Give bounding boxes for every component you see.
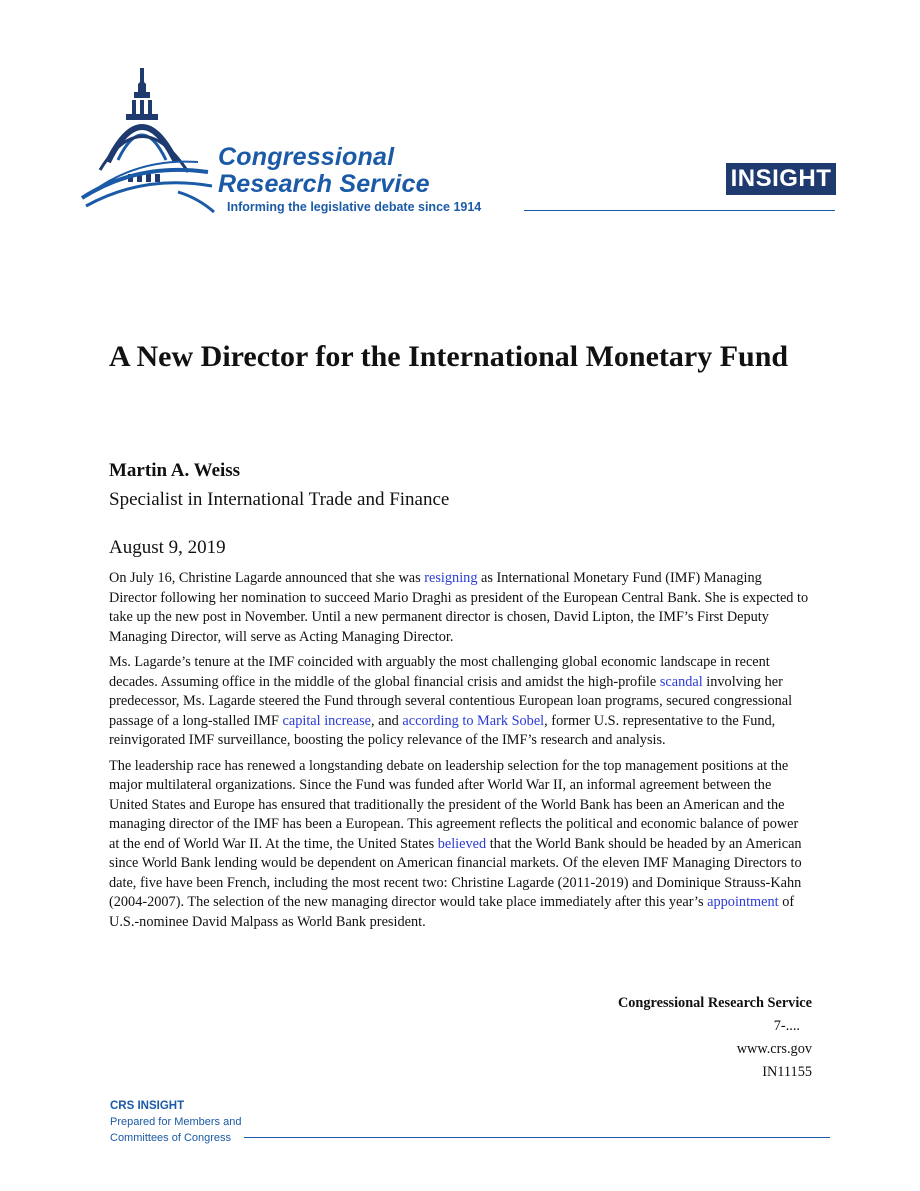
publication-date: August 9, 2019 (109, 537, 226, 558)
link-capital-increase[interactable]: capital increase (282, 712, 372, 729)
org-name (218, 144, 430, 198)
link-believed[interactable]: believed (437, 835, 487, 852)
paragraph-2: Ms. Lagarde’s tenure at the IMF coincided with arguably the most challenging global economic landscape in recent decades. Assuming office in the middle of the global financial crisis and amidst the high-profile scandal involving her predecessor, Ms. Lagarde steered the Fund through several contentious European loan programs, secured congressional passage of a long-stalled IMF capital increase, and according to Mark Sobel, former U.S. representative to the Fund, reinvigorated IMF surveillance, boosting the policy relevance of the IMF’s research and analysis. (109, 654, 793, 748)
link-appointment[interactable]: appointment (707, 894, 779, 910)
bottom-banner (110, 1098, 241, 1146)
bottom-divider (244, 1137, 830, 1138)
header-divider (524, 210, 835, 211)
link-resigning[interactable]: resigning (424, 570, 478, 586)
link-mark-sobel[interactable]: according to Mark Sobel (402, 712, 545, 729)
author-role: Specialist in International Trade and Finance (109, 489, 450, 510)
footer-info (618, 992, 812, 1084)
footer-number: 7-.... (773, 1018, 800, 1034)
document-title: A New Director for the International Monetary Fund (109, 340, 789, 373)
document-body (109, 569, 812, 938)
paragraph-3: The leadership race has renewed a longstanding debate on leadership selection for the top management positions at the major multilateral organizations. Since the Fund was funded after World War II, an informal agreement between the United States and Europe has ensured that traditionally the president of the World Bank has been an American and the managing director of the IMF has been a European. This agreement reflects the political and economic balance of power at the end of World War II. At the time, the United States believed that the World Bank should be headed by an American since World Bank lending would be dependent on American financial markets. Of the eleven IMF Managing Directors to date, five have been French, including the most recent two: Christine Lagarde (2011-2019) and Dominique Strauss-Kahn (2004-2007). The selection of the new managing director would take place immediately after this year’s appointment of U.S.-nominee David Malpass as World Bank president. (109, 757, 802, 930)
paragraph-1: On July 16, Christine Lagarde announced that she was resigning as International Monetary Fund (IMF) Managing Director following her nomination to succeed Mario Draghi as president of the European Central Bank. She is expected to take up the new post in November. Until a new permanent director is chosen, David Lipton, the IMF’s First Deputy Managing Director, will serve as Acting Managing Director. (109, 570, 809, 645)
link-scandal[interactable]: scandal (659, 673, 703, 690)
bottom-line2: Committees of Congress (110, 1132, 232, 1144)
capitol-dome-icon (78, 62, 218, 214)
footer-website[interactable]: www.crs.gov (736, 1041, 812, 1057)
author-name: Martin A. Weiss (109, 460, 241, 481)
org-name-line2: Research Service (218, 170, 430, 198)
footer-org: Congressional Research Service (617, 995, 812, 1011)
footer-report-id: IN11155 (762, 1064, 812, 1080)
bottom-line1: Prepared for Members and (110, 1116, 242, 1128)
bottom-title: CRS INSIGHT (110, 1100, 185, 1112)
org-tagline: Informing the legislative debate since 1914 (227, 200, 482, 214)
header (0, 0, 920, 230)
insight-badge: INSIGHT (726, 163, 836, 195)
org-name-line1: Congressional (218, 143, 395, 171)
